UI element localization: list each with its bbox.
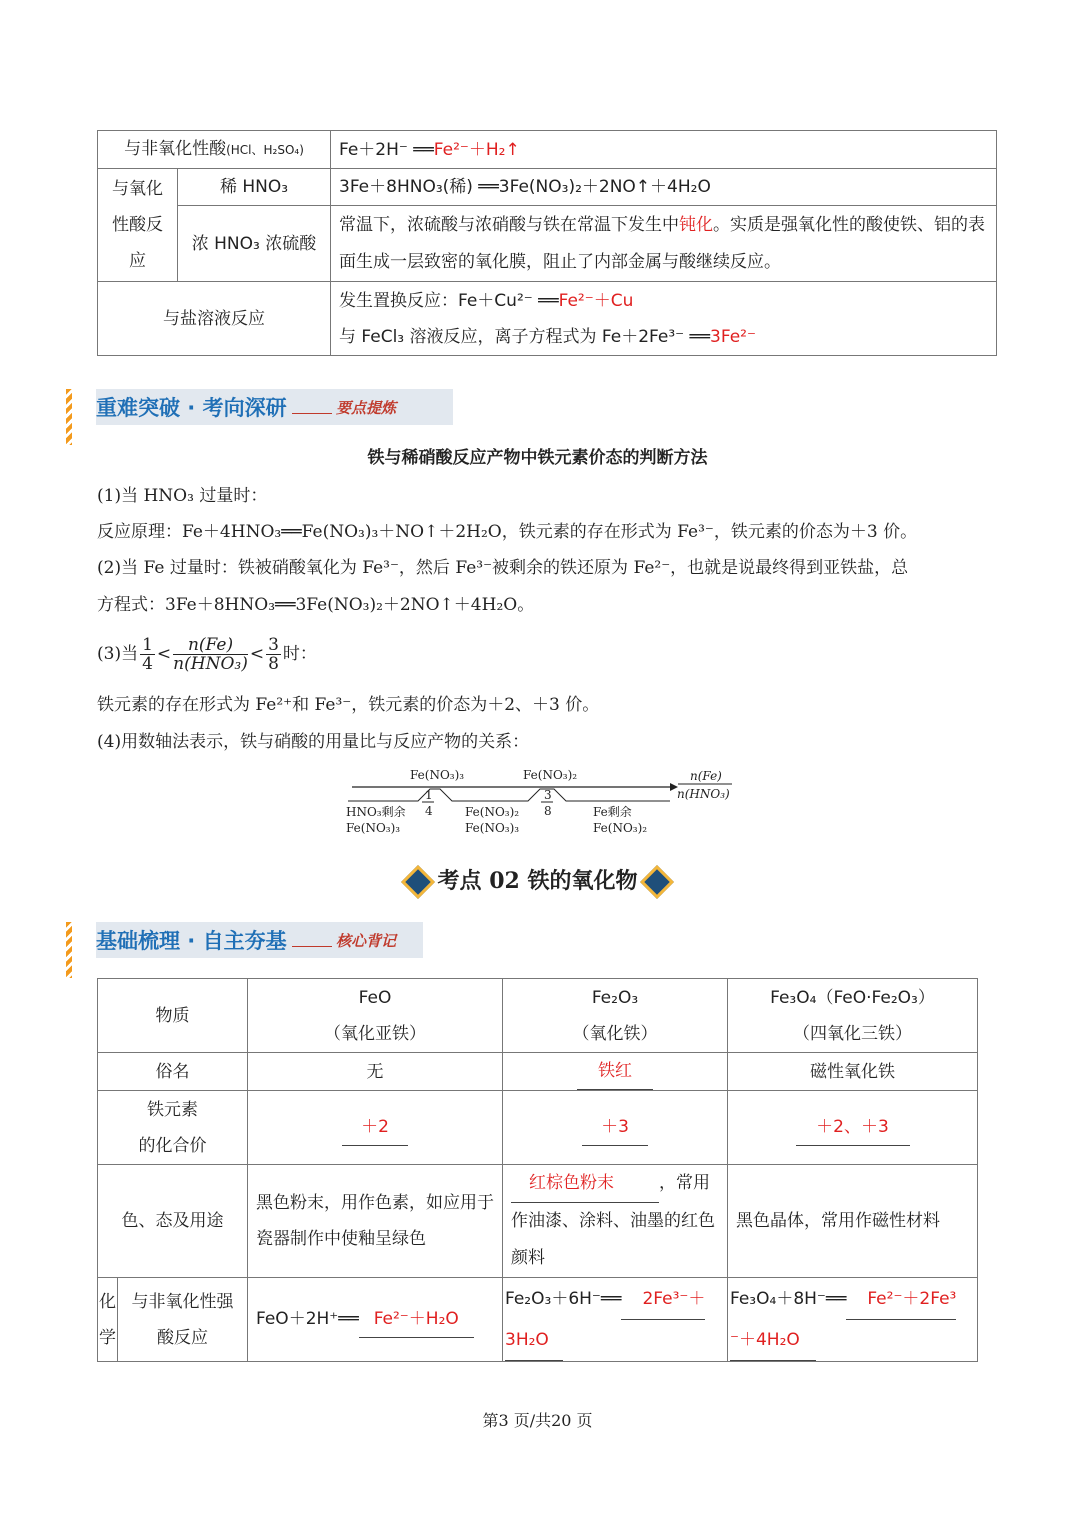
row-valence-label: 铁元素 的化合价 [98, 1091, 248, 1165]
method-heading: 铁与稀硝酸反应产物中铁元素价态的判断方法 [367, 448, 708, 468]
iron-oxides-table [97, 978, 978, 1362]
region-3-line-2: Fe(NO₃)₂ [593, 821, 648, 835]
region-3-line-1: Fe剩余 [593, 805, 632, 819]
paragraph-6: 铁元素的存在形式为 Fe²⁺和 Fe³⁻，铁元素的价态为＋2、＋3 价。 [97, 695, 600, 715]
paragraph-7: (4)用数轴法表示，铁与硝酸的用量比与反应产物的关系： [97, 732, 530, 752]
paragraph-2: 反应原理：Fe＋4HNO₃══Fe(NO₃)₃＋NO↑＋2H₂O，铁元素的存在形式为 Fe³⁻，铁元素的价态为＋3 价。 [97, 522, 918, 542]
axis-tick-1-num: 1 [425, 788, 433, 802]
diamond-right-icon [640, 865, 674, 899]
fraction-one-quarter: $\frac{1}{4}$ [142, 635, 153, 674]
axis-ratio-num: n(Fe) [690, 769, 722, 783]
axis-ratio-den: n(HNO₃) [677, 787, 730, 801]
axis-top-label-2: Fe(NO₃)₂ [523, 768, 578, 782]
fe2o3-valence: ＋3 [582, 1109, 648, 1146]
section-stripe-decoration [66, 389, 72, 445]
section-title: 基础梳理 · 自主夯基 [96, 929, 287, 953]
row-non-oxidizing-acid-label: 与非氧化性酸(HCl、H₂SO₄) [98, 131, 331, 169]
passivation-text: 常温下，浓硫酸与浓硝酸与铁在常温下发生中钝化。实质是强氧化性的酸使铁、铝的表面生成一层致密的氧化膜，阻止了内部金属与酸继续反应。 [331, 206, 997, 282]
diamond-left-icon [401, 865, 435, 899]
number-line-diagram [340, 763, 740, 843]
region-1-line-1: HNO₃剩余 [346, 805, 406, 819]
feo-appearance: 黑色粉末，用作色素，如应用于瓷器制作中使釉呈绿色 [248, 1165, 503, 1278]
fe2o3-appearance: 红棕色粉末 ，常用作油漆、涂料、油墨的红色颜料 [503, 1165, 728, 1278]
row-non-oxidizing-acid-equation: Fe＋2H⁻ ══Fe²⁻＋H₂↑ [331, 131, 997, 169]
section-subtitle: 核心背记 [336, 932, 397, 950]
paragraph-3: (2)当 Fe 过量时：铁被硝酸氧化为 Fe³⁻，然后 Fe³⁻被剩余的铁还原为 Fe²⁻，也就是说最终得到亚铁盐，总 [97, 558, 909, 578]
axis-tick-2-num: 3 [544, 788, 552, 802]
fe2o3-acid-reaction: Fe₂O₃＋6H⁻══ 2Fe³⁻＋ 3H₂O [503, 1278, 728, 1362]
section-title: 重难突破 · 考向深研 [96, 396, 287, 420]
fraction-n-ratio: $\frac{n(Fe)}{\text{n(HNO₃)}}$ [173, 635, 248, 674]
region-2-line-1: Fe(NO₃)₂ [465, 805, 520, 819]
axis-top-label-1: Fe(NO₃)₃ [410, 768, 465, 782]
concentrated-acid-label: 浓 HNO₃ 浓硫酸 [178, 206, 331, 282]
axis-tick-2-den: 8 [544, 804, 552, 818]
feo-common-name: 无 [248, 1053, 503, 1091]
fraction-three-eighths: $\frac{3}{8}$ [268, 635, 279, 674]
feo-acid-reaction: FeO＋2H⁺══ Fe²⁻＋H₂O [248, 1278, 503, 1362]
feo-valence: ＋2 [342, 1109, 408, 1146]
section-subtitle: 要点提炼 [336, 399, 397, 417]
chemical-property-group-label: 化 学 [98, 1278, 118, 1362]
header-substance: 物质 [98, 979, 248, 1053]
fe3o4-appearance: 黑色晶体，常用作磁性材料 [728, 1165, 978, 1278]
row-appearance-label: 色、态及用途 [98, 1165, 248, 1278]
axis-tick-1-den: 4 [425, 804, 433, 818]
header-feo: FeO （氧化亚铁） [248, 979, 503, 1053]
salt-solution-equations: 发生置换反应：Fe＋Cu²⁻ ══Fe²⁻＋Cu 与 FeCl₃ 溶液反应，离子方程式为 Fe＋2Fe³⁻ ══3Fe²⁻ [331, 282, 997, 356]
row-common-name-label: 俗名 [98, 1053, 248, 1091]
dilute-hno3-equation: 3Fe＋8HNO₃(稀) ══3Fe(NO₃)₂＋2NO↑＋4H₂O [331, 169, 997, 206]
fe3o4-valence: ＋2、＋3 [796, 1109, 910, 1146]
dilute-hno3-label: 稀 HNO₃ [178, 169, 331, 206]
iron-reactions-table [97, 130, 997, 356]
region-2-line-2: Fe(NO₃)₃ [465, 821, 520, 835]
section-stripe-decoration [66, 922, 72, 978]
region-1-line-2: Fe(NO₃)₃ [346, 821, 401, 835]
paragraph-5-condition: (3)当 $\frac{1}{4}$ < $\frac{n(Fe)}{\text{n(HNO₃)}}$ < $\frac{3}{8}$ 时： [97, 635, 317, 674]
salt-solution-label: 与盐溶液反应 [98, 282, 331, 356]
fe3o4-common-name: 磁性氧化铁 [728, 1053, 978, 1091]
fe3o4-acid-reaction: Fe₃O₄＋8H⁻══ Fe²⁻＋2Fe³ ⁻＋4H₂O [728, 1278, 978, 1362]
oxidizing-acid-group-label: 与氧化性酸反应 [98, 169, 178, 282]
fe2o3-common-name: 铁红 [577, 1053, 653, 1090]
topic-heading: 考点 02 铁的氧化物 [0, 864, 1075, 895]
header-fe2o3: Fe₂O₃ （氧化铁） [503, 979, 728, 1053]
page-number-footer: 第3 页/共20 页 [482, 1411, 593, 1430]
row-acid-reaction-label: 与非氧化性强酸反应 [118, 1278, 248, 1362]
paragraph-1: (1)当 HNO₃ 过量时： [97, 486, 268, 506]
paragraph-4: 方程式：3Fe＋8HNO₃══3Fe(NO₃)₂＋2NO↑＋4H₂O。 [97, 595, 535, 615]
header-fe3o4: Fe₃O₄（FeO·Fe₂O₃） （四氧化三铁） [728, 979, 978, 1053]
